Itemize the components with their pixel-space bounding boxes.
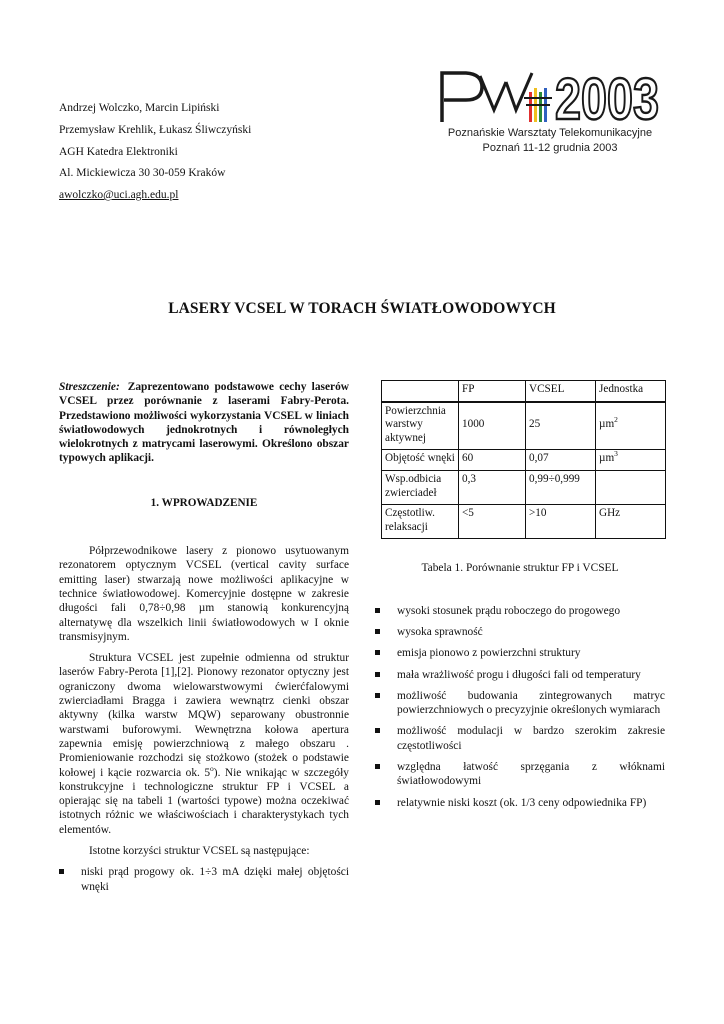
- list-item: wysoki stosunek prądu roboczego do progowego: [375, 604, 665, 618]
- table-header-row: [382, 381, 666, 402]
- table-cell: <5: [459, 505, 526, 539]
- column-header: Jednostka: [596, 381, 666, 402]
- pwt-logo-icon: [436, 67, 664, 132]
- list-item: wysoka sprawność: [375, 625, 665, 639]
- comparison-table: [381, 380, 666, 539]
- bullet-icon: [375, 608, 380, 613]
- table-cell: 60: [459, 450, 526, 471]
- list-item: relatywnie niski koszt (ok. 1/3 ceny odpowiednika FP): [375, 796, 665, 810]
- bullet-icon: [375, 693, 380, 698]
- bullet-icon: [375, 764, 380, 769]
- table-cell: Powierzchnia warstwy aktywnej: [382, 402, 459, 450]
- table-row: [382, 505, 666, 539]
- advantages-list: [375, 604, 665, 810]
- affiliation: AGH Katedra Elektroniki: [59, 145, 178, 158]
- table-cell: >10: [526, 505, 596, 539]
- table-cell: 25: [526, 402, 596, 450]
- table-cell: Częstotliw. relaksacji: [382, 505, 459, 539]
- table-cell: 0,99÷0,999: [526, 470, 596, 504]
- paragraph-3: Istotne korzyści struktur VCSEL są następujące:: [89, 845, 310, 858]
- table-cell: µm$^2$: [596, 402, 666, 450]
- list-item: niski prąd progowy ok. 1÷3 mA dzięki małej objętości wnęki: [59, 865, 349, 894]
- bullet-icon: [375, 629, 380, 634]
- list-item: możliwość modulacji w bardzo szerokim zakresie częstotliwości: [375, 724, 665, 753]
- table-cell: Objętość wnęki: [382, 450, 459, 471]
- abstract-label: Streszczenie:: [59, 381, 120, 393]
- table-row: [382, 470, 666, 504]
- right-column: [375, 380, 665, 817]
- section-heading: 1. WPROWADZENIE: [150, 496, 258, 509]
- abstract-text: Zaprezentowano podstawowe cechy laserów VCSEL przez porównanie z laserami Fabry-Perota. Przedstawiono możliwości wykorzystania VCSEL w liniach światłowodowych jednokrotnych i równoległych wielokrotnych z matrycami laserowymi. Określono obszar typowych aplikacji.: [59, 381, 349, 465]
- address: Al. Mickiewicza 30 30-059 Kraków: [59, 167, 226, 180]
- list-item: emisja pionowo z powierzchni struktury: [375, 646, 665, 660]
- paragraph-2: Struktura VCSEL jest zupełnie odmienna od struktur laserów Fabry-Perota [1],[2]. Pionowy rezonator optyczny jest ograniczony dwoma wielowarstwowymi ćwierćfalowymi zwierciadłami Bragga i zawiera wewnątrz cienki obszar aktywny (kilka warstw MQW) separowany obustronnie warstwami buforowymi. Wewnętrzna kołowa apertura zapewnia emisję powierzchniową z małego obszaru . Promieniowanie rozchodzi się stożkowo (stożek o podstawie kołowej i kącie rozwarcia ok. 5$^o$). Nie wnikając w szczegóły konstrukcyjne i technologiczne struktur FP i VCSEL a opierając się na tabeli 1 (wartości typowe) można oczekiwać istotnych różnic we właściwościach i charakterystykach tych elementów.: [59, 652, 349, 836]
- conference-logo: [436, 68, 666, 158]
- table-cell: GHz: [596, 505, 666, 539]
- table-cell: 0,07: [526, 450, 596, 471]
- table-cell: µm$^3$: [596, 450, 666, 471]
- table-row: [382, 450, 666, 471]
- column-header: VCSEL: [526, 381, 596, 402]
- table-cell: [596, 470, 666, 504]
- table-cell: 0,3: [459, 470, 526, 504]
- list-item: mała wrażliwość progu i długości fali od temperatury: [375, 668, 665, 682]
- table-cell: 1000: [459, 402, 526, 450]
- left-column: [59, 380, 349, 894]
- column-header: FP: [459, 381, 526, 402]
- paper-title: LASERY VCSEL W TORACH ŚWIATŁOWODOWYCH: [168, 300, 556, 317]
- bullet-icon: [375, 728, 380, 733]
- table-caption: Tabela 1. Porównanie struktur FP i VCSEL: [421, 562, 619, 575]
- list-item: względna łatwość sprzęgania z włóknami światłowodowymi: [375, 760, 665, 789]
- table-cell: Wsp.odbicia zwierciadeł: [382, 470, 459, 504]
- bullet-icon: [375, 650, 380, 655]
- list-item: możliwość budowania zintegrowanych matryc powierzchniowych o precyzyjnie określonych wymiarach: [375, 689, 665, 718]
- bullet-icon: [375, 672, 380, 677]
- author-block: [59, 98, 251, 207]
- conference-name: Poznańskie Warsztaty Telekomunikacyjne: [447, 127, 653, 139]
- advantages-list-start: [59, 865, 349, 894]
- authors-line-2: Przemysław Krehlik, Łukasz Śliwczyński: [59, 123, 252, 136]
- abstract: [59, 380, 349, 466]
- table-row: [382, 402, 666, 450]
- paragraph-1: Półprzewodnikowe lasery z pionowo usytuowanym rezonatorem optycznym VCSEL (vertical cavity surface emitting laser) stwarzają nowe możliwości aplikacyjne w technice światłowodowej. Komercyjnie dostępne w zakresie długości fali 0,78÷0,98 µm stanowią konkurencyjną alternatywę dla wszelkich linii światłowodowych w I oknie transmisyjnym.: [59, 545, 349, 643]
- logo-year: 2003: [555, 67, 659, 132]
- authors-line-1: Andrzej Wolczko, Marcin Lipiński: [59, 102, 220, 114]
- bullet-icon: [59, 869, 64, 874]
- bullet-icon: [375, 800, 380, 805]
- email-link[interactable]: awolczko@uci.agh.edu.pl: [59, 189, 179, 202]
- conference-place-date: Poznań 11-12 grudnia 2003: [482, 142, 618, 154]
